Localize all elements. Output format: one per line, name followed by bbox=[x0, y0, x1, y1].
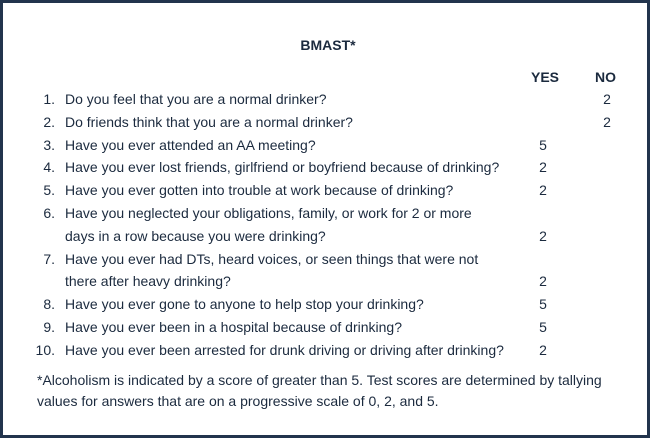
question-number: 5. bbox=[43, 182, 55, 199]
question-number: 9. bbox=[43, 319, 55, 335]
question-text: there after heavy drinking? bbox=[65, 273, 231, 290]
question-number: 2. bbox=[43, 113, 55, 130]
yes-score: 5 bbox=[539, 136, 547, 153]
yes-column-header: YES bbox=[531, 69, 560, 85]
question-row bbox=[3, 181, 650, 203]
question-row bbox=[3, 227, 650, 249]
question-row bbox=[3, 136, 650, 158]
question-row bbox=[3, 113, 650, 135]
no-column-header: NO bbox=[595, 69, 616, 85]
question-row bbox=[3, 204, 650, 226]
question-text: days in a row because you were drinking? bbox=[65, 227, 326, 244]
yes-score: 2 bbox=[539, 182, 547, 199]
question-text: Have you ever gotten into trouble at work because of drinking? bbox=[65, 182, 454, 199]
yes-score: 5 bbox=[539, 296, 547, 313]
question-text: Have you ever been in a hospital because of drinking? bbox=[65, 319, 402, 335]
yes-score: 2 bbox=[539, 273, 547, 290]
yes-score: 2 bbox=[539, 227, 547, 244]
question-row bbox=[3, 90, 650, 112]
question-row bbox=[3, 250, 650, 272]
question-row bbox=[3, 318, 650, 340]
yes-score: 2 bbox=[539, 341, 547, 358]
question-text: Do friends think that you are a normal drinker? bbox=[65, 113, 353, 130]
question-text: Have you neglected your obligations, family, or work for 2 or more bbox=[65, 205, 472, 221]
question-text: Have you ever attended an AA meeting? bbox=[65, 136, 316, 153]
no-score: 2 bbox=[603, 91, 611, 107]
question-row bbox=[3, 295, 650, 317]
no-score: 2 bbox=[603, 113, 611, 130]
question-text: Have you ever been arrested for drunk driving or driving after drinking? bbox=[65, 341, 504, 358]
question-row bbox=[3, 158, 650, 180]
question-number: 8. bbox=[43, 296, 55, 313]
question-number: 1. bbox=[43, 91, 55, 107]
question-number: 6. bbox=[43, 205, 55, 221]
question-number: 3. bbox=[43, 136, 55, 153]
question-number: 7. bbox=[43, 250, 55, 267]
question-row bbox=[3, 341, 650, 363]
question-number: 10. bbox=[35, 341, 55, 358]
question-row bbox=[3, 272, 650, 294]
question-text: Have you ever had DTs, heard voices, or seen things that were not bbox=[65, 250, 479, 267]
question-text: Have you ever lost friends, girlfriend or boyfriend because of drinking? bbox=[65, 159, 500, 176]
yes-score: 2 bbox=[539, 159, 547, 176]
question-text: Have you ever gone to anyone to help stop your drinking? bbox=[65, 296, 424, 313]
page-title: BMAST* bbox=[300, 37, 356, 53]
question-number: 4. bbox=[43, 159, 55, 176]
yes-score: 5 bbox=[539, 319, 547, 335]
question-text: Do you feel that you are a normal drinker? bbox=[65, 91, 327, 107]
footnote: *Alcoholism is indicated by a score of greater than 5. Test scores are determined by tallying values for answers that are on a progressive scale of 0, 2, and 5. bbox=[37, 372, 602, 409]
